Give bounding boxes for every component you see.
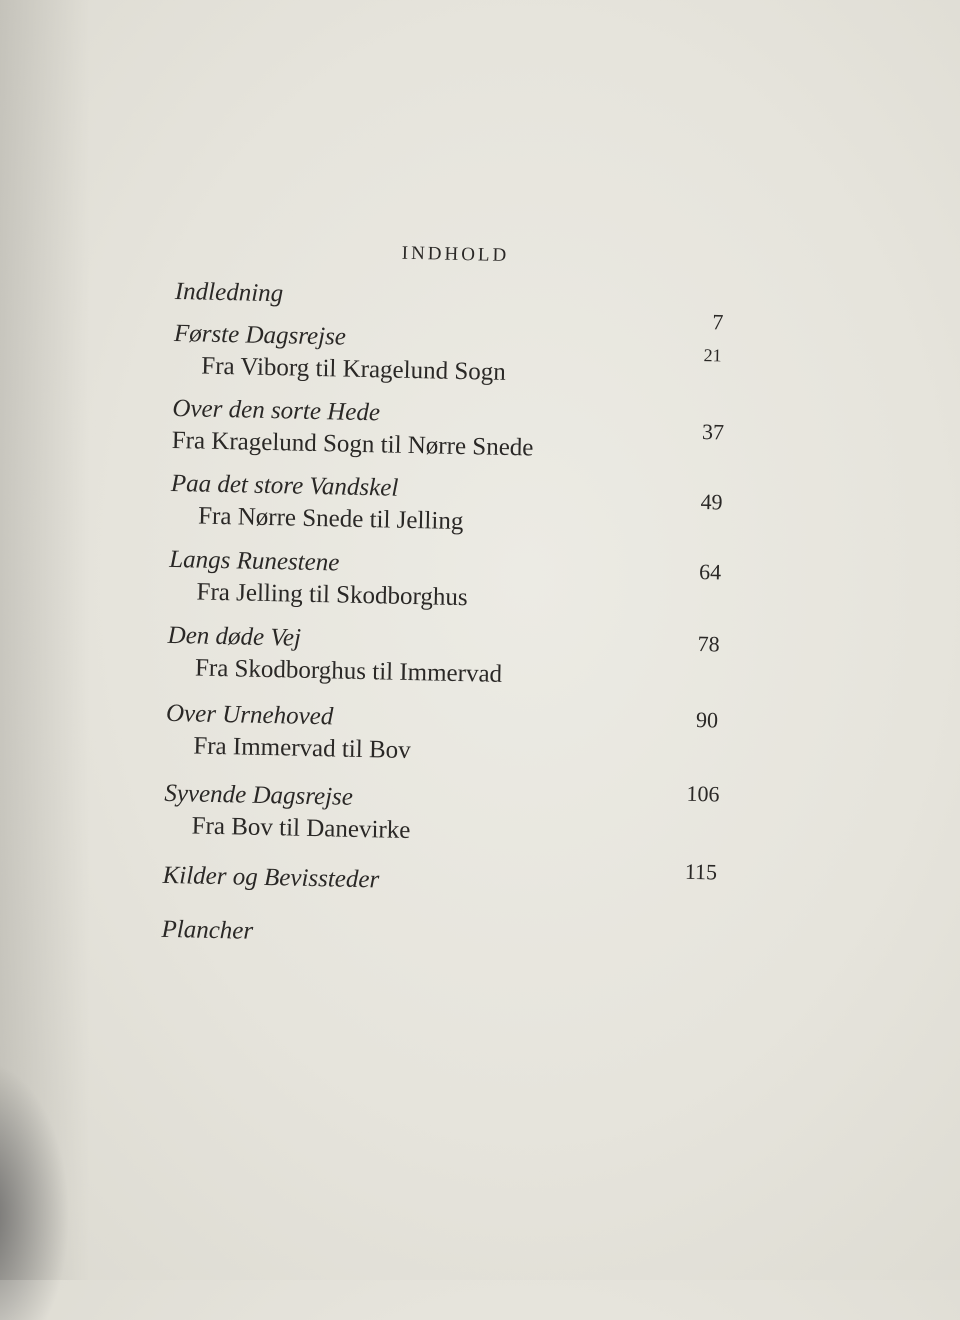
- corner-shadow: [0, 1060, 70, 1320]
- toc-entry-syvende-dagsrejse: [163, 778, 411, 847]
- toc-entry-forste-dagsrejse: [173, 318, 507, 389]
- entry-title: Indledning: [174, 277, 284, 308]
- entry-subtitle: Fra Jelling til Skodborghus: [196, 578, 468, 612]
- page-number: 49: [700, 489, 723, 515]
- entry-title: Første Dagsrejse: [173, 319, 347, 351]
- page-number: 7: [712, 309, 724, 335]
- toc-entry-plancher: [161, 914, 253, 948]
- page-number: 78: [697, 631, 720, 657]
- entry-subtitle: Fra Viborg til Kragelund Sogn: [201, 352, 507, 386]
- page-number: 115: [684, 858, 718, 885]
- entry-title: Over Urnehoved: [165, 699, 334, 731]
- entry-subtitle: Fra Kragelund Sogn til Nørre Snede: [171, 426, 534, 462]
- entry-subtitle: Fra Skodborghus til Immervad: [194, 654, 503, 688]
- page-number: 37: [701, 419, 725, 445]
- page-number: 90: [695, 706, 719, 733]
- toc-entry-over-urnehoved: [165, 698, 412, 767]
- entry-title: Over den sorte Hede: [172, 394, 381, 427]
- toc-entry-langs-runestene: [168, 544, 468, 614]
- toc-entry-kilder-og-bevissteder: [162, 860, 379, 897]
- table-of-contents: [161, 238, 776, 990]
- entry-title: Kilder og Bevissteder: [162, 861, 380, 894]
- page-number: 64: [698, 559, 722, 585]
- entry-title: Paa det store Vandskel: [170, 469, 399, 502]
- page-title: INDHOLD: [401, 242, 510, 266]
- entry-subtitle: Fra Bov til Danevirke: [191, 812, 411, 845]
- toc-entry-paa-det-store-vandskel: [170, 468, 465, 538]
- entry-title: Plancher: [161, 915, 254, 945]
- toc-entry-indledning: [175, 276, 284, 310]
- entry-subtitle: Fra Immervad til Bov: [193, 732, 411, 765]
- toc-entry-over-den-sorte-hede: [171, 393, 534, 465]
- entry-subtitle: Fra Nørre Snede til Jelling: [197, 502, 464, 536]
- entry-title: Langs Runestene: [168, 545, 340, 577]
- page-number: 106: [686, 780, 720, 807]
- page-number: 21: [703, 345, 722, 366]
- toc-entry-den-dode-vej: [167, 620, 503, 691]
- entry-title: Den døde Vej: [167, 621, 302, 652]
- entry-title: Syvende Dagsrejse: [164, 779, 354, 811]
